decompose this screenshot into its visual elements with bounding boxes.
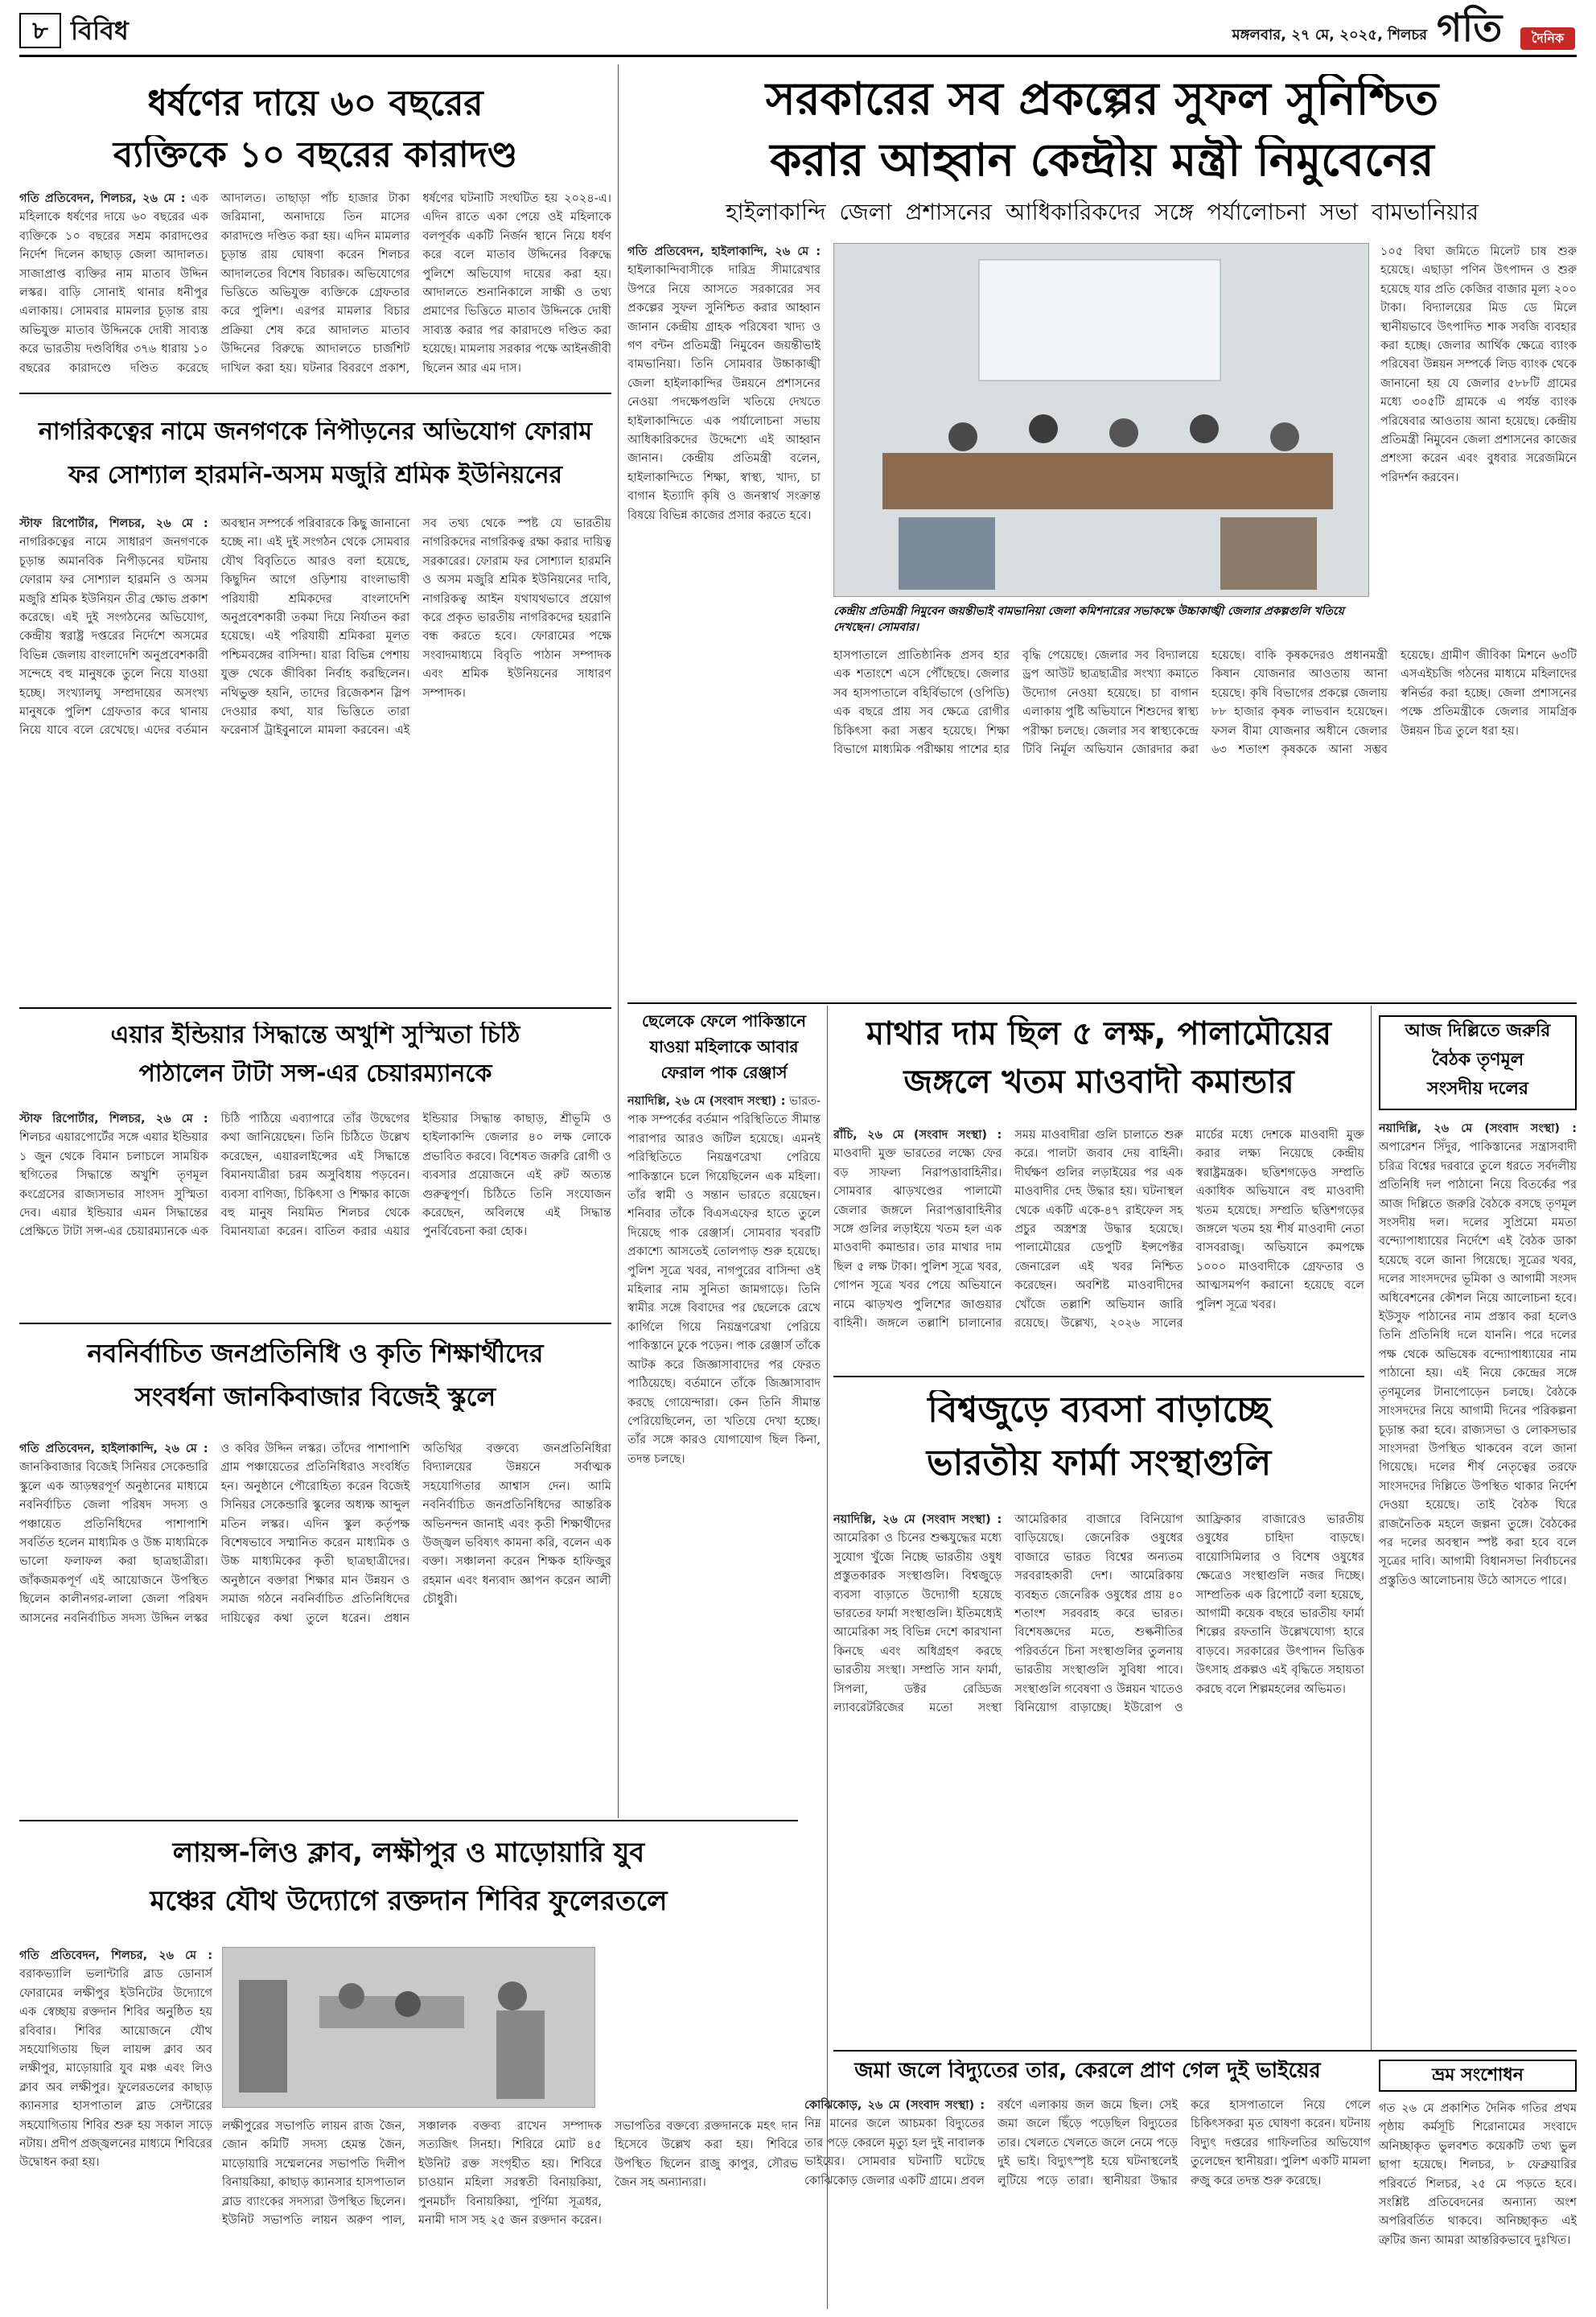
airindia-headline-2: পাঠালেন টাটা সন্স-এর চেয়ারম্যানকে [138, 1060, 492, 1088]
pharma-body [833, 1511, 1364, 2042]
pharma-headline-1: বিশ্বজুড়ে ব্যবসা বাড়াচ্ছে [928, 1390, 1270, 1430]
school-headline-2: সংবর্ধনা জানকিবাজার বিজেই স্কুলে [134, 1382, 496, 1412]
citizenship-byline: স্টাফ রিপোর্টার, শিলচর, ২৬ মে : [19, 517, 208, 530]
trinamool-text: অপারেশন সিঁদুর, পাকিস্তানের সন্ত্রাসবাদী চরিত্র বিশ্বের দরবারে তুলে ধরতে সর্বদলীয় প্রতিনিধি দল পাঠানো নিয়ে বিতর্কের পর আজ দিল্লিতে জরুরি বৈঠকে বসছে তৃণমূল সংসদীয় দল। দলের সুপ্রিমো মমতা বন্দ্যোপাধ্যায়ের নির্দেশে এই বৈঠক ডাকা হয়েছে বলে জানা গিয়েছে। সূত্রের খবর, দলের সাংসদদের ভূমিকা ও আগামী সংসদ অধিবেশনের কৌশল নিয়ে আলোচনা হবে। ইউসুফ পাঠানের নাম প্রস্তাব করা হলেও তিনি প্রতিনিধি দলে যাননি। পরে দলের পক্ষ থেকে অভিষেক বন্দ্যোপাধ্যায়ের নাম পাঠানো হয়। এই নিয়ে কেন্দ্রের সঙ্গে তৃণমূলের টানাপোড়েন চলছে। বৈঠকে সাংসদদের নিয়ে আগামী দিনের পরিকল্পনা চূড়ান্ত করা হবে। রাজ্যসভা ও লোকসভার সাংসদরা উপস্থিত থাকবেন বলে জানা গিয়েছে। দলের শীর্ষ নেতৃত্বের তরফে সাংসদদের দিল্লিতে উপস্থিত থাকার নির্দেশ দেওয়া হয়েছে। তাই বৈঠক ঘিরে রাজনৈতিক মহলে জল্পনা তুঙ্গে। বৈঠকের পর দলের অবস্থান স্পষ্ট করা হবে বলে সূত্রের দাবি। আগামী বিধানসভা নির্বাচনের প্রস্তুতিও আলোচনায় উঠে আসতে পারে। [1379, 1141, 1577, 1587]
blood-text-right: লক্ষীপুরের সভাপতি লায়ন রাজ জৈন, জোন কমিটি সদস্য হেমন্ত জৈন, মাড়োয়ারি সম্মেলনের সভাপতি দিলীপ বিনায়কিয়া, কাছাড় ক্যানসার হাসপাতাল ব্লাড ব্যাংকের সদস্যরা উপস্থিত ছিলেন। ইউনিট সভাপতি লায়ন অরুণ পাল, সঞ্চালক বক্তব্য রাখেন সম্পাদক সত্যজিৎ সিনহা। শিবিরে মোট ৪৫ ইউনিট রক্ত সংগৃহীত হয়। শিবিরে চাওয়ান মহিলা সরস্বতী বিনায়কিয়া, পুনমচাঁদ বিনায়কিয়া, পূর্ণিমা সূত্রধর, মনামী দাস সহ ২৫ জন রক্তদান করেন। সভাপতির বক্তব্যে রক্তদানকে মহৎ দান হিসেবে উল্লেখ করা হয়। শিবিরে উপস্থিত ছিলেন রাজু কাপুর, সৌরভ জৈন সহ অন্যান্যরা। [222, 2120, 798, 2228]
masthead-tag: দৈনিক [1520, 27, 1575, 50]
minister-meeting-photo [833, 243, 1369, 597]
pakistan-headline-1: ছেলেকে ফেলে পাকিস্তানে [641, 1012, 807, 1031]
divider [19, 1007, 611, 1009]
minister-text-left: হাইলাকান্দিবাসীকে দারিদ্র সীমারেখার উপরে নিয়ে আসতে সরকারের সব প্রকল্পের সুফল সুনিশ্চিত করার আহ্বান জানান কেন্দ্রীয় গ্রাহক পরিষেবা খাদ্য ও গণ বন্টন প্রতিমন্ত্রী নিমুবেন জয়ন্তীভাই বামভানিয়া। তিনি সোমবার উচ্চাকাঙ্খী জেলা হাইলাকান্দির উন্নয়নে প্রশাসনের নেওয়া পদক্ষেপগুলি খতিয়ে দেখতে হাইলাকান্দিতে এক পর্যালোচনা সভায় আধিকারিকদের উদ্দেশ্যে এই আহ্বান জানান। কেন্দ্রীয় প্রতিমন্ত্রী বলেন, হাইলাকান্দিতে শিক্ষা, স্বাস্থ্য, খাদ্য, চা বাগান ইত্যাদি কৃষি ও জনস্বার্থ সংক্রান্ত বিষয়ে বিভিন্ন কাজের প্রসার করতে হবে। [627, 264, 821, 522]
rape-byline: গতি প্রতিবেদন, শিলচর, ২৬ মে : [19, 192, 186, 205]
trinamool-headline-2: বৈঠক তৃণমূল [1431, 1050, 1524, 1070]
citizenship-headline-1: নাগরিকত্বের নামে জনগণকে নিপীড়নের অভিযোগ ফোরাম [39, 418, 592, 446]
school-text: জানকিবাজার বিজেই সিনিয়র সেকেন্ডারি স্কুলে এক আড়ম্বরপূর্ণ অনুষ্ঠানের মাধ্যমে নবনির্বাচিত জেলা পরিষদ সদস্য ও পঞ্চায়েত প্রতিনিধিদের পাশাপাশি সবর্তিত হলেন মাধ্যমিক ও উচ্চ মাধ্যমিকে ভালো ফলাফল করা ছাত্রছাত্রীরা। জাঁকজমকপূর্ণ এই আয়োজনে উপস্থিত ছিলেন কালীনগর-লালা জেলা পরিষদ আসনের নবনির্বাচিত সদস্য উদ্দিন লস্কর ও কবির উদ্দিন লস্কর। তাঁদের পাশাপাশি গ্রাম পঞ্চায়েতের প্রতিনিধিরাও সংবর্ধিত হন। অনুষ্ঠানে পৌরোহিত্য করেন বিজেই সিনিয়র সেকেন্ডারি স্কুলের অধ্যক্ষ আব্দুল মতিন লস্কর। এদিন স্কুল কর্তৃপক্ষ বিশেষভাবে সম্মানিত করেন মাধ্যমিক ও উচ্চ মাধ্যমিকের কৃতী ছাত্রছাত্রীদের। অনুষ্ঠানে বক্তারা শিক্ষার মান উন্নয়ন ও সমাজ গঠনে নবনির্বাচিত প্রতিনিধিদের দায়িত্বের কথা তুলে ধরেন। প্রধান অতিথির বক্তব্যে জনপ্রতিনিধিরা বিদ্যালয়ের উন্নয়নে সর্বাত্মক সহযোগিতার আশ্বাস দেন। আমি নবনির্বাচিত জনপ্রতিনিধিদের আন্তরিক অভিনন্দন জানাই এবং কৃতী শিক্ষার্থীদের উজ্জ্বল ভবিষ্যৎ কামনা করি, বলেন এক বক্তা। সঞ্চালনা করেন শিক্ষক হাফিজুর রহমান এবং ধন্যবাদ জ্ঞাপন করেন আলী চৌধুরী। [19, 1442, 611, 1625]
rape-headline-1: ধর্ষণের দায়ে ৬০ বছরের [147, 84, 483, 124]
minister-headline-1: সরকারের সব প্রকল্পের সুফল সুনিশ্চিত [765, 74, 1439, 126]
rape-body [19, 190, 611, 383]
blood-text-left: বরাকভ্যালি ভলান্টারি ব্লাড ডোনার্স ফোরামের লক্ষীপুর ইউনিটের উদ্যোগে এক স্বেচ্ছায় রক্তদান শিবির অনুষ্ঠিত হয় রবিবার। শিবির আয়োজনে যৌথ সহযোগিতায় ছিল লায়ন্স ক্লাব অব লক্ষীপুর, মাড়োয়ারি যুব মঞ্চ এবং লিও ক্লাব অব লক্ষীপুর। ফুলেরতলের কাছাড় ক্যানসার হাসপাতাল ব্লাড সেন্টারের সহযোগিতায় শিবির শুরু হয় সকাল সাড়ে নটায়। প্রদীপ প্রজ্জ্বলনের মাধ্যমে শিবিরের উদ্বোধন করা হয়। [19, 1968, 212, 2170]
divider [19, 1820, 798, 1821]
trinamool-headline-1: আজ দিল্লিতে জরুরি [1405, 1021, 1551, 1041]
masthead: গতি [1437, 6, 1503, 51]
minister-byline: গতি প্রতিবেদন, হাইলাকান্দি, ২৬ মে : [627, 245, 821, 258]
maoist-text: মাওবাদী মুক্ত ভারতের লক্ষ্যে ফের বড় সাফল্য নিরাপত্তাবাহিনীর। সোমবার ঝাড়খণ্ডের পালামৌ জেলার জঙ্গলে নিরাপত্তাবাহিনীর সঙ্গে গুলির লড়াইয়ে খতম হল এক মাওবাদী কমান্ডার। তার মাথার দাম ছিল ৫ লক্ষ টাকা। পুলিশ সূত্রে খবর, গোপন সূত্রে খবর পেয়ে অভিযানে নামে ঝাড়খণ্ড পুলিশের জাগুয়ার বাহিনী। জঙ্গলে তল্লাশি চালানোর সময় মাওবাদীরা গুলি চালাতে শুরু করে। পালটা জবাব দেয় বাহিনী। দীর্ঘক্ষণ গুলির লড়াইয়ের পর এক মাওবাদীর দেহ উদ্ধার হয়। ঘটনাস্থল থেকে একটি একে-৪৭ রাইফেল সহ প্রচুর অস্ত্রশস্ত্র উদ্ধার হয়েছে। পালামৌয়ের ডেপুটি ইন্সপেক্টর জেনারেল এই খবর নিশ্চিত করেছেন। অবশিষ্ট মাওবাদীদের খোঁজে তল্লাশি অভিযান জারি রয়েছে। উল্লেখ্য, ২০২৬ সালের মার্চের মধ্যে দেশকে মাওবাদী মুক্ত করার লক্ষ্য নিয়েছে কেন্দ্রীয় স্বরাষ্ট্রমন্ত্রক। ছত্তিশগড়েও সম্প্রতি একাধিক অভিযানে বহু মাওবাদী খতম হয়েছে। সম্প্রতি ছত্তিশগড়ের জঙ্গলে খতম হয় শীর্ষ মাওবাদী নেতা বাসবরাজু। অভিযানে কমপক্ষে ১০০০ মাওবাদীকে গ্রেফতার ও আত্মসমর্পণ করানো হয়েছে বলে পুলিশ সূত্রে খবর। [833, 1129, 1364, 1331]
airindia-byline: স্টাফ রিপোর্টার, শিলচর, ২৬ মে : [19, 1113, 208, 1126]
maoist-byline: রাঁচি, ২৬ মে (সংবাদ সংস্থা) : [833, 1129, 1002, 1142]
pharma-headline-2: ভারতীয় ফার্মা সংস্থাগুলি [926, 1443, 1272, 1484]
minister-text-bottom: হাসপাতালে প্রাতিষ্ঠানিক প্রসব হার এক শতাংশে এসে পৌঁছেছে। জেলার সব হাসপাতালে বহির্বিভাগে (ওপিডি) এক বছরে প্রায় সব ক্ষেত্রে রোগীর চিকিৎসা করা সম্ভব হয়েছে। শিক্ষা বিভাগে মাধ্যমিক পরীক্ষায় পাশের হার বৃদ্ধি পেয়েছে। জেলার সব বিদ্যালয়ে ড্রপ আউট ছাত্রছাত্রীর সংখ্যা কমাতে উদ্যোগ নেওয়া হয়েছে। চা বাগান এলাকায় পুষ্টি অভিযানে শিশুদের স্বাস্থ্য পরীক্ষা চলছে। জেলার সব স্বাস্থ্যকেন্দ্রে টিবি নির্মূল অভিযান জোরদার করা হয়েছে। বাকি কৃষকদেরও প্রধানমন্ত্রী কিষান যোজনার আওতায় আনা হয়েছে। কৃষি বিভাগের প্রকল্পে জেলায় ৮৮ হাজার কৃষক লাভবান হয়েছেন। ফসল বীমা যোজনার অধীনে জেলার ৬৩ শতাংশ কৃষককে আনা সম্ভব হয়েছে। গ্রামীণ জীবিকা মিশনে ৬৩টি এসএইচজি গঠনের মাধ্যমে মহিলাদের স্বনির্ভর করা হচ্ছে। জেলা প্রশাসনের পক্ষে প্রতিমন্ত্রীকে জেলার সামগ্রিক উন্নয়ন চিত্র তুলে ধরা হয়। [833, 649, 1577, 757]
people-photo-placeholder [223, 1948, 595, 2108]
pakistan-byline: নয়াদিল্লি, ২৬ মে (সংবাদ সংস্থা) : [627, 1095, 786, 1108]
pharma-byline: নয়াদিল্লি, ২৬ মে (সংবাদ সংস্থা) : [833, 1513, 1002, 1526]
header-rule [19, 55, 1577, 57]
meeting-photo-placeholder [834, 244, 1369, 597]
divider [19, 1323, 611, 1324]
pakistan-headline-2: যাওয়া মহিলাকে আবার [649, 1038, 799, 1056]
blood-body-left [19, 1947, 212, 2301]
school-body [19, 1440, 611, 1810]
minister-photo-caption: কেন্দ্রীয় প্রতিমন্ত্রী নিমুবেন জয়ন্তীভাই বামভানিয়া জেলা কমিশনারের সভাকক্ষে উচ্চাকাঙ্খী জেলার প্রকল্পগুলি খতিয়ে দেখছেন। সোমবার। [833, 605, 1344, 634]
blood-headline-1: লায়ন্স-লিও ক্লাব, লক্ষীপুর ও মাড়োয়ারি যুব [172, 1838, 645, 1869]
minister-body-left [627, 243, 821, 718]
column-divider [1371, 1006, 1372, 2052]
trinamool-headline-box [1379, 1015, 1577, 1110]
minister-subhead: হাইলাকান্দি জেলা প্রশাসনের আধিকারিকদের সঙ্গে পর্যালোচনা সভা বামভানিয়ার [725, 200, 1479, 225]
citizenship-text: নাগরিকত্বের নামে সাধারণ জনগণকে চূড়ান্ত অমানবিক নিপীড়নের ঘটনায় ফোরাম ফর সোশ্যাল হারমনি ও অসম মজুরি শ্রমিক ইউনিয়ন তীব্র ক্ষোভ প্রকাশ করেছে। এই দুই সংগঠনের অভিযোগ, কেন্দ্রীয় স্বরাষ্ট্র দপ্তরের নির্দেশে অসমের বিভিন্ন জেলায় বাংলাদেশি অনুপ্রবেশকারী সন্দেহে বহু মানুষকে তুলে নিয়ে যাওয়া হচ্ছে। সংখ্যালঘু সম্প্রদায়ের অসংখ্য মানুষকে পুলিশ গ্রেফতার করে থানায় নিয়ে যাবে বলে রেখেছে। এদের বর্তমান অবস্থান সম্পর্কে পরিবারকে কিছু জানানো হচ্ছে না। এই দুই সংগঠন থেকে সোমবার যৌথ বিবৃতিতে আরও বলা হয়েছে, কিছুদিন আগে ওড়িশায় বাংলাভাষী পরিযায়ী শ্রমিকদের বাংলাদেশি অনুপ্রবেশকারী তকমা দিয়ে নির্যাতন করা হয়েছে। এই পরিযায়ী শ্রমিকরা মূলত পশ্চিমবঙ্গের বাসিন্দা। যারা বিভিন্ন পেশায় যুক্ত থেকে জীবিকা নির্বাহ করছিলেন। নথিভুক্ত হয়নি, তাদের রিজেকশন স্লিপ দেওয়ার কথা, যার ভিত্তিতে তারা ফরেনার্স ট্রাইবুনালে মামলা করবেন। এই সব তথ্য থেকে স্পষ্ট যে ভারতীয় নাগরিকদের নাগরিকত্ব রক্ষা করার দায়িত্ব সরকারের। ফোরাম ফর সোশ্যাল হারমনি ও অসম মজুরি শ্রমিক ইউনিয়নের দাবি, নাগরিকত্ব আইন যথাযথভাবে প্রয়োগ করে প্রকৃত ভারতীয় নাগরিকদের হয়রানি বন্ধ করতে হবে। ফোরামের পক্ষে সংবাদমাধ্যমে বিবৃতি পাঠান সম্পাদক এবং শ্রমিক ইউনিয়নের সাধারণ সম্পাদক। [19, 517, 611, 738]
trinamool-byline: নয়াদিল্লি, ২৬ মে (সংবাদ সংস্থা) : [1379, 1122, 1577, 1135]
blood-donation-photo [222, 1947, 595, 2108]
correction-headline: ভ্রম সংশোধন [1379, 2060, 1577, 2092]
maoist-body [833, 1126, 1364, 1368]
minister-body-bottom [833, 647, 1577, 993]
section-title: বিবিধ [71, 15, 129, 46]
rape-headline-2: ব্যক্তিকে ১০ বছরের কারাদণ্ড [113, 135, 518, 175]
divider [627, 1002, 1577, 1004]
page-header [19, 8, 1577, 55]
dateline: মঙ্গলবার, ২৭ মে, ২০২৫, শিলচর [1232, 27, 1427, 43]
airindia-text: শিলচর এয়ারপোর্টের সঙ্গে এয়ার ইন্ডিয়ার ১ জুন থেকে বিমান চলাচলে সাময়িক স্থগিতের সিদ্ধান্তে অখুশি তৃণমূল কংগ্রেসের রাজ্যসভার সাংসদ সুস্মিতা দেব। এয়ার ইন্ডিয়ার এমন সিদ্ধান্তের প্রেক্ষিতে টাটা সন্স-এর চেয়ারম্যানকে এক চিঠি পাঠিয়ে এব্যাপারে তাঁর উদ্বেগের কথা জানিয়েছেন। তিনি চিঠিতে উল্লেখ করেছেন, এয়ারলাইন্সের এই সিদ্ধান্তে বিমানযাত্রীরা চরম অসুবিধায় পড়বেন। ব্যবসা বাণিজ্য, চিকিৎসা ও শিক্ষার কাজে বহু মানুষ নিয়মিত শিলচর থেকে বিমানযাত্রা করেন। বাতিল করার এয়ার ইন্ডিয়ার সিদ্ধান্ত কাছাড়, শ্রীভূমি ও হাইলাকান্দি জেলার ৪০ লক্ষ লোকে প্রভাবিত করবে। বিশেষত জরুরি রোগী ও ব্যবসার প্রয়োজনে এই রুট অত্যন্ত গুরুত্বপূর্ণ। চিঠিতে তিনি সংযোজন করেছেন, অবিলম্বে এই সিদ্ধান্ত পুনর্বিবেচনা করা হোক। [19, 1113, 611, 1239]
blood-headline-2: মঞ্চের যৌথ উদ্যোগে রক্তদান শিবির ফুলেরতলে [150, 1886, 668, 1917]
minister-headline-2: করার আহ্বান কেন্দ্রীয় মন্ত্রী নিমুবেনের [770, 135, 1434, 187]
pharma-text: আমেরিকা ও চিনের শুল্কযুদ্ধের মধ্যে সুযোগ খুঁজে নিচ্ছে ভারতীয় ওষুধ প্রস্তুতকারক সংস্থাগুলি। বিশ্বজুড়ে ব্যবসা বাড়াতে উদ্যোগী হয়েছে ভারতের ফার্মা সংস্থাগুলি। ইতিমধ্যেই আমেরিকা সহ বিভিন্ন দেশে কারখানা কিনছে এবং অধিগ্রহণ করছে ভারতীয় সংস্থা। সম্প্রতি সান ফার্মা, সিপলা, ডক্টর রেড্ডিজ ল্যাবরেটরিজের মতো সংস্থা আমেরিকার বাজারে বিনিয়োগ বাড়িয়েছে। জেনেরিক ওষুধের বাজারে ভারত বিশ্বের অন্যতম সরবরাহকারী দেশ। আমেরিকায় ব্যবহৃত জেনেরিক ওষুধের প্রায় ৪০ শতাংশ সরবরাহ করে ভারত। বিশেষজ্ঞদের মতে, শুল্কনীতির পরিবর্তনে চিনা সংস্থাগুলির তুলনায় ভারতীয় সংস্থাগুলি সুবিধা পাবে। সংস্থাগুলি গবেষণা ও উন্নয়ন খাতেও বিনিয়োগ বাড়াচ্ছে। ইউরোপ ও আফ্রিকার বাজারেও ভারতীয় ওষুধের চাহিদা বাড়ছে। বায়োসিমিলার ও বিশেষ ওষুধের ক্ষেত্রেও সংস্থাগুলি নজর দিচ্ছে। সাম্প্রতিক এক রিপোর্টে বলা হয়েছে, আগামী কয়েক বছরে ভারতীয় ফার্মা শিল্পের রফতানি উল্লেখযোগ্য হারে বাড়বে। সরকারের উৎপাদন ভিত্তিক উৎসাহ প্রকল্পও এই বৃদ্ধিতে সহায়তা করছে বলে শিল্পমহলের অভিমত। [833, 1513, 1364, 1715]
divider [833, 1376, 1364, 1377]
electric-text: নিম্ন মানের জলে আচমকা বিদ্যুতের তার পড়ে কেরলে মৃত্যু হল দুই নাবালক ভাইয়ের। সোমবার ঘটনাটি ঘটেছে কোঝিকোড় জেলার একটি গ্রামে। প্রবল বর্ষণে এলাকায় জল জমে ছিল। সেই জমা জলে ছিঁড়ে পড়েছিল বিদ্যুতের তার। খেলতে খেলতে জলে নেমে পড়ে দুই ভাই। বিদ্যুৎস্পৃষ্ট হয়ে ঘটনাস্থলেই লুটিয়ে পড়ে তারা। স্থানীয়রা উদ্ধার করে হাসপাতালে নিয়ে গেলে চিকিৎসকরা মৃত ঘোষণা করেন। ঘটনায় বিদ্যুৎ দপ্তরের গাফিলতির অভিযোগ তুলেছেন স্থানীয়রা। পুলিশ একটি মামলা রুজু করে তদন্ত শুরু করেছে। [804, 2099, 1371, 2187]
pakistan-headline-3: ফেরাল পাক রেঞ্জার্স [660, 1064, 788, 1082]
pakistan-text: ভারত-পাক সম্পর্কের বর্তমান পরিস্থিতিতে সীমান্ত পারাপার আরও জটিল হয়েছে। এমনই পরিস্থিতিতে নিয়ন্ত্রণরেখা পেরিয়ে পাকিস্তানে চলে গিয়েছিলেন এক মহিলা। তাঁর স্বামী ও সন্তান ভারতে রয়েছেন। শনিবার তাঁকে বিএসএফের হাতে তুলে দিয়েছে পাক রেঞ্জার্স। সোমবার খবরটি প্রকাশ্যে আসতেই তোলপাড় শুরু হয়েছে। পুলিশ সূত্রে খবর, নাগপুরের বাসিন্দা ওই মহিলার নাম সুনিতা জামগাড়ে। তিনি স্বামীর সঙ্গে বিবাদের পর ছেলেকে রেখে কার্গিলে গিয়ে নিয়ন্ত্রণরেখা পেরিয়ে পাকিস্তানে ঢুকে পড়েন। পাক রেঞ্জার্স তাঁকে আটক করে জিজ্ঞাসাবাদের পর ফেরত পাঠিয়েছে। বর্তমানে তাঁকে জিজ্ঞাসাবাদ করছে গোয়েন্দারা। কেন তিনি সীমান্ত পেরিয়েছিলেন, তা খতিয়ে দেখা হচ্ছে। তাঁর সঙ্গে কারও যোগাযোগ ছিল কিনা, তদন্ত চলছে। [627, 1095, 821, 1466]
correction-text: গত ২৬ মে প্রকাশিত দৈনিক গতির প্রথম পৃষ্ঠায় কর্মসূচি শিরোনামের সংবাদে অনিচ্ছাকৃত ভুলবশত কয়েকটি তথ্য ভুল ছাপা হয়েছে। শিলচর, ৮ ফেব্রুয়ারির পরিবর্তে শিলচর, ২৫ মে পড়তে হবে। সংশ্লিষ্ট প্রতিবেদনের অন্যান্য অংশ অপরিবর্তিত থাকবে। অনিচ্ছাকৃত এই ত্রুটির জন্য আমরা আন্তরিকভাবে দুঃখিত। [1379, 2102, 1577, 2247]
trinamool-headline-3: সংসদীয় দলের [1427, 1079, 1528, 1099]
maoist-headline-1: মাথার দাম ছিল ৫ লক্ষ, পালামৌয়ের [866, 1015, 1332, 1052]
electric-byline: কোঝিকোড়, ২৬ মে (সংবাদ সংস্থা) : [804, 2099, 985, 2112]
airindia-headline-1: এয়ার ইন্ডিয়ার সিদ্ধান্তে অখুশি সুস্মিতা চিঠি [110, 1022, 520, 1049]
column-divider [618, 64, 619, 1818]
page-number: ৮ [19, 13, 61, 48]
electric-headline: জমা জলে বিদ্যুতের তার, কেরলে প্রাণ গেল দুই ভাইয়ের [854, 2060, 1321, 2083]
rape-text: এক মহিলাকে ধর্ষণের দায়ে ৬০ বছরের এক ব্যক্তিকে ১০ বছরের সশ্রম কারাদণ্ডের নির্দেশ দিলেন কাছাড় জেলা আদালত। সাজাপ্রাপ্ত ব্যক্তির নাম মাতাব উদ্দিন লস্কর। বাড়ি সোনাই থানার ধনীপুর এলাকায়। সোমবার মামলার চূড়ান্ত রায় অভিযুক্ত মাতাব উদ্দিনকে দোষী সাব্যস্ত করে ভারতীয় দণ্ডবিধির ৩৭৬ ধারায় ১০ বছরের কারাদণ্ডে দণ্ডিত করেছে আদালত। তাছাড়া পাঁচ হাজার টাকা জরিমানা, অনাদায়ে তিন মাসের কারাদণ্ডে দণ্ডিত করা হয়। এদিন মামলার চূড়ান্ত রায় ঘোষণা করেন শিলচর আদালতের বিশেষ বিচারক। অভিযোগের ভিত্তিতে অভিযুক্ত ব্যক্তিকে গ্রেফতার করে পুলিশ। এরপর মামলার বিচার প্রক্রিয়া শেষ করে আদালত মাতাব উদ্দিনের বিরুদ্ধে আদালতে চার্জশিট দাখিল করা হয়। ঘটনার বিবরণে প্রকাশ, ধর্ষণের ঘটনাটি সংঘটিত হয় ২০২৪-এ। এদিন রাতে একা পেয়ে ওই মহিলাকে বলপূর্বক একটি নির্জন স্থানে নিয়ে ধর্ষণ করে বলে মাতাব উদ্দিনের বিরুদ্ধে পুলিশে অভিযোগ দায়ের করা হয়। আদালতে শুনানিকালে সাক্ষী ও তথ্য প্রমাণের ভিত্তিতে মাতাব উদ্দিনকে দোষী সাব্যস্ত করার পর কারাদণ্ডে দণ্ডিত করা হয়েছে। মামলায় সরকার পক্ষে আইনজীবী ছিলেন আর এম দাস। [19, 192, 611, 375]
airindia-body [19, 1110, 611, 1316]
correction-box [1379, 2060, 1577, 2301]
electric-body [804, 2097, 1371, 2301]
citizenship-headline-2: ফর সোশ্যাল হারমনি-অসম মজুরি শ্রমিক ইউনিয়নের [68, 462, 563, 489]
divider [19, 393, 611, 394]
pakistan-body [627, 1093, 821, 1809]
school-headline-1: নবনির্বাচিত জনপ্রতিনিধি ও কৃতি শিক্ষার্থীদের [87, 1339, 544, 1368]
school-byline: গতি প্রতিবেদন, হাইলাকান্দি, ২৬ মে : [19, 1442, 208, 1455]
divider [833, 2050, 1577, 2052]
blood-byline: গতি প্রতিবেদন, শিলচর, ২৬ মে : [19, 1949, 212, 1962]
citizenship-body [19, 515, 611, 998]
blood-body-right [222, 2117, 798, 2301]
minister-text-right: ১০৫ বিঘা জমিতে মিলেট চাষ শুরু হয়েছে। এছাড়া পণিন উৎপাদন ও শুরু হয়েছে যার প্রতি কেজির বাজার মূল্য ২০০ টাকা। বিদ্যালয়ের মিড ডে মিলে স্থানীয়ভাবে উৎপাদিত শাক সবজি ব্যবহার করা হচ্ছে। জেলার আর্থিক ক্ষেত্রে ব্যাংক পরিষেবা উন্নয়ন সম্পর্কে লিড ব্যাংক থেকে জানানো হয় যে জেলার ৫৮৮টি গ্রামের মধ্যে ৩০৫টি গ্রামকে এ পর্যন্ত ব্যাংক পরিষেবার আওতায় আনা হয়েছে। কেন্দ্রীয় প্রতিমন্ত্রী নিমুবেন জেলা প্রশাসনের কাজের প্রশংসা করেন এবং বুধবার সরেজমিনে পরিদর্শন করবেন। [1380, 245, 1577, 484]
maoist-headline-2: জঙ্গলে খতম মাওবাদী কমান্ডার [903, 1064, 1294, 1101]
trinamool-body [1379, 1120, 1577, 2037]
